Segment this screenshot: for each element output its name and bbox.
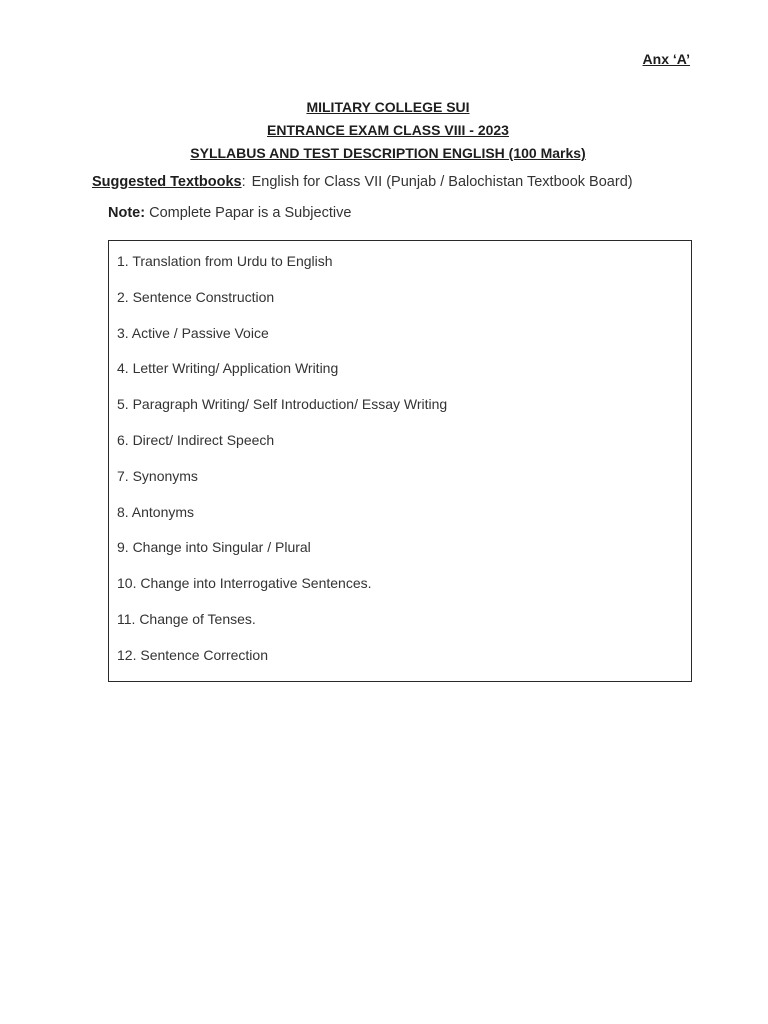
syllabus-item: 11. Change of Tenses. bbox=[117, 610, 256, 627]
syllabus-item: 9. Change into Singular / Plural bbox=[117, 539, 311, 556]
syllabus-item: 6. Direct/ Indirect Speech bbox=[117, 431, 275, 448]
textbooks-label: Suggested Textbooks bbox=[92, 174, 242, 190]
exam-title: ENTRANCE EXAM CLASS VIII - 2023 bbox=[267, 122, 509, 138]
textbooks-value: English for Class VII (Punjab / Balochistan Textbook Board) bbox=[251, 174, 633, 190]
suggested-textbooks bbox=[92, 174, 633, 190]
document-header bbox=[0, 96, 768, 165]
syllabus-item: 5. Paragraph Writing/ Self Introduction/ Essay Writing bbox=[117, 396, 448, 413]
textbooks-colon: : bbox=[241, 174, 246, 190]
syllabus-item: 3. Active / Passive Voice bbox=[117, 324, 269, 341]
syllabus-item: 1. Translation from Urdu to English bbox=[117, 253, 333, 269]
syllabus-item: 2. Sentence Construction bbox=[117, 288, 275, 305]
note-label: Note: bbox=[108, 205, 146, 221]
syllabus-list bbox=[109, 241, 691, 681]
syllabus-item: 12. Sentence Correction bbox=[117, 646, 268, 663]
syllabus-item: 4. Letter Writing/ Application Writing bbox=[117, 360, 339, 377]
syllabus-item: 8. Antonyms bbox=[117, 503, 195, 520]
syllabus-title: SYLLABUS AND TEST DESCRIPTION ENGLISH (100 Marks) bbox=[190, 145, 586, 161]
annex-label: Anx ‘A’ bbox=[642, 51, 690, 67]
syllabus-item: 7. Synonyms bbox=[117, 467, 198, 484]
syllabus-box bbox=[108, 240, 692, 682]
syllabus-item: 10. Change into Interrogative Sentences. bbox=[117, 575, 372, 592]
note-value: Complete Papar is a Subjective bbox=[149, 205, 352, 221]
note bbox=[108, 205, 351, 221]
college-name: MILITARY COLLEGE SUI bbox=[306, 99, 470, 115]
